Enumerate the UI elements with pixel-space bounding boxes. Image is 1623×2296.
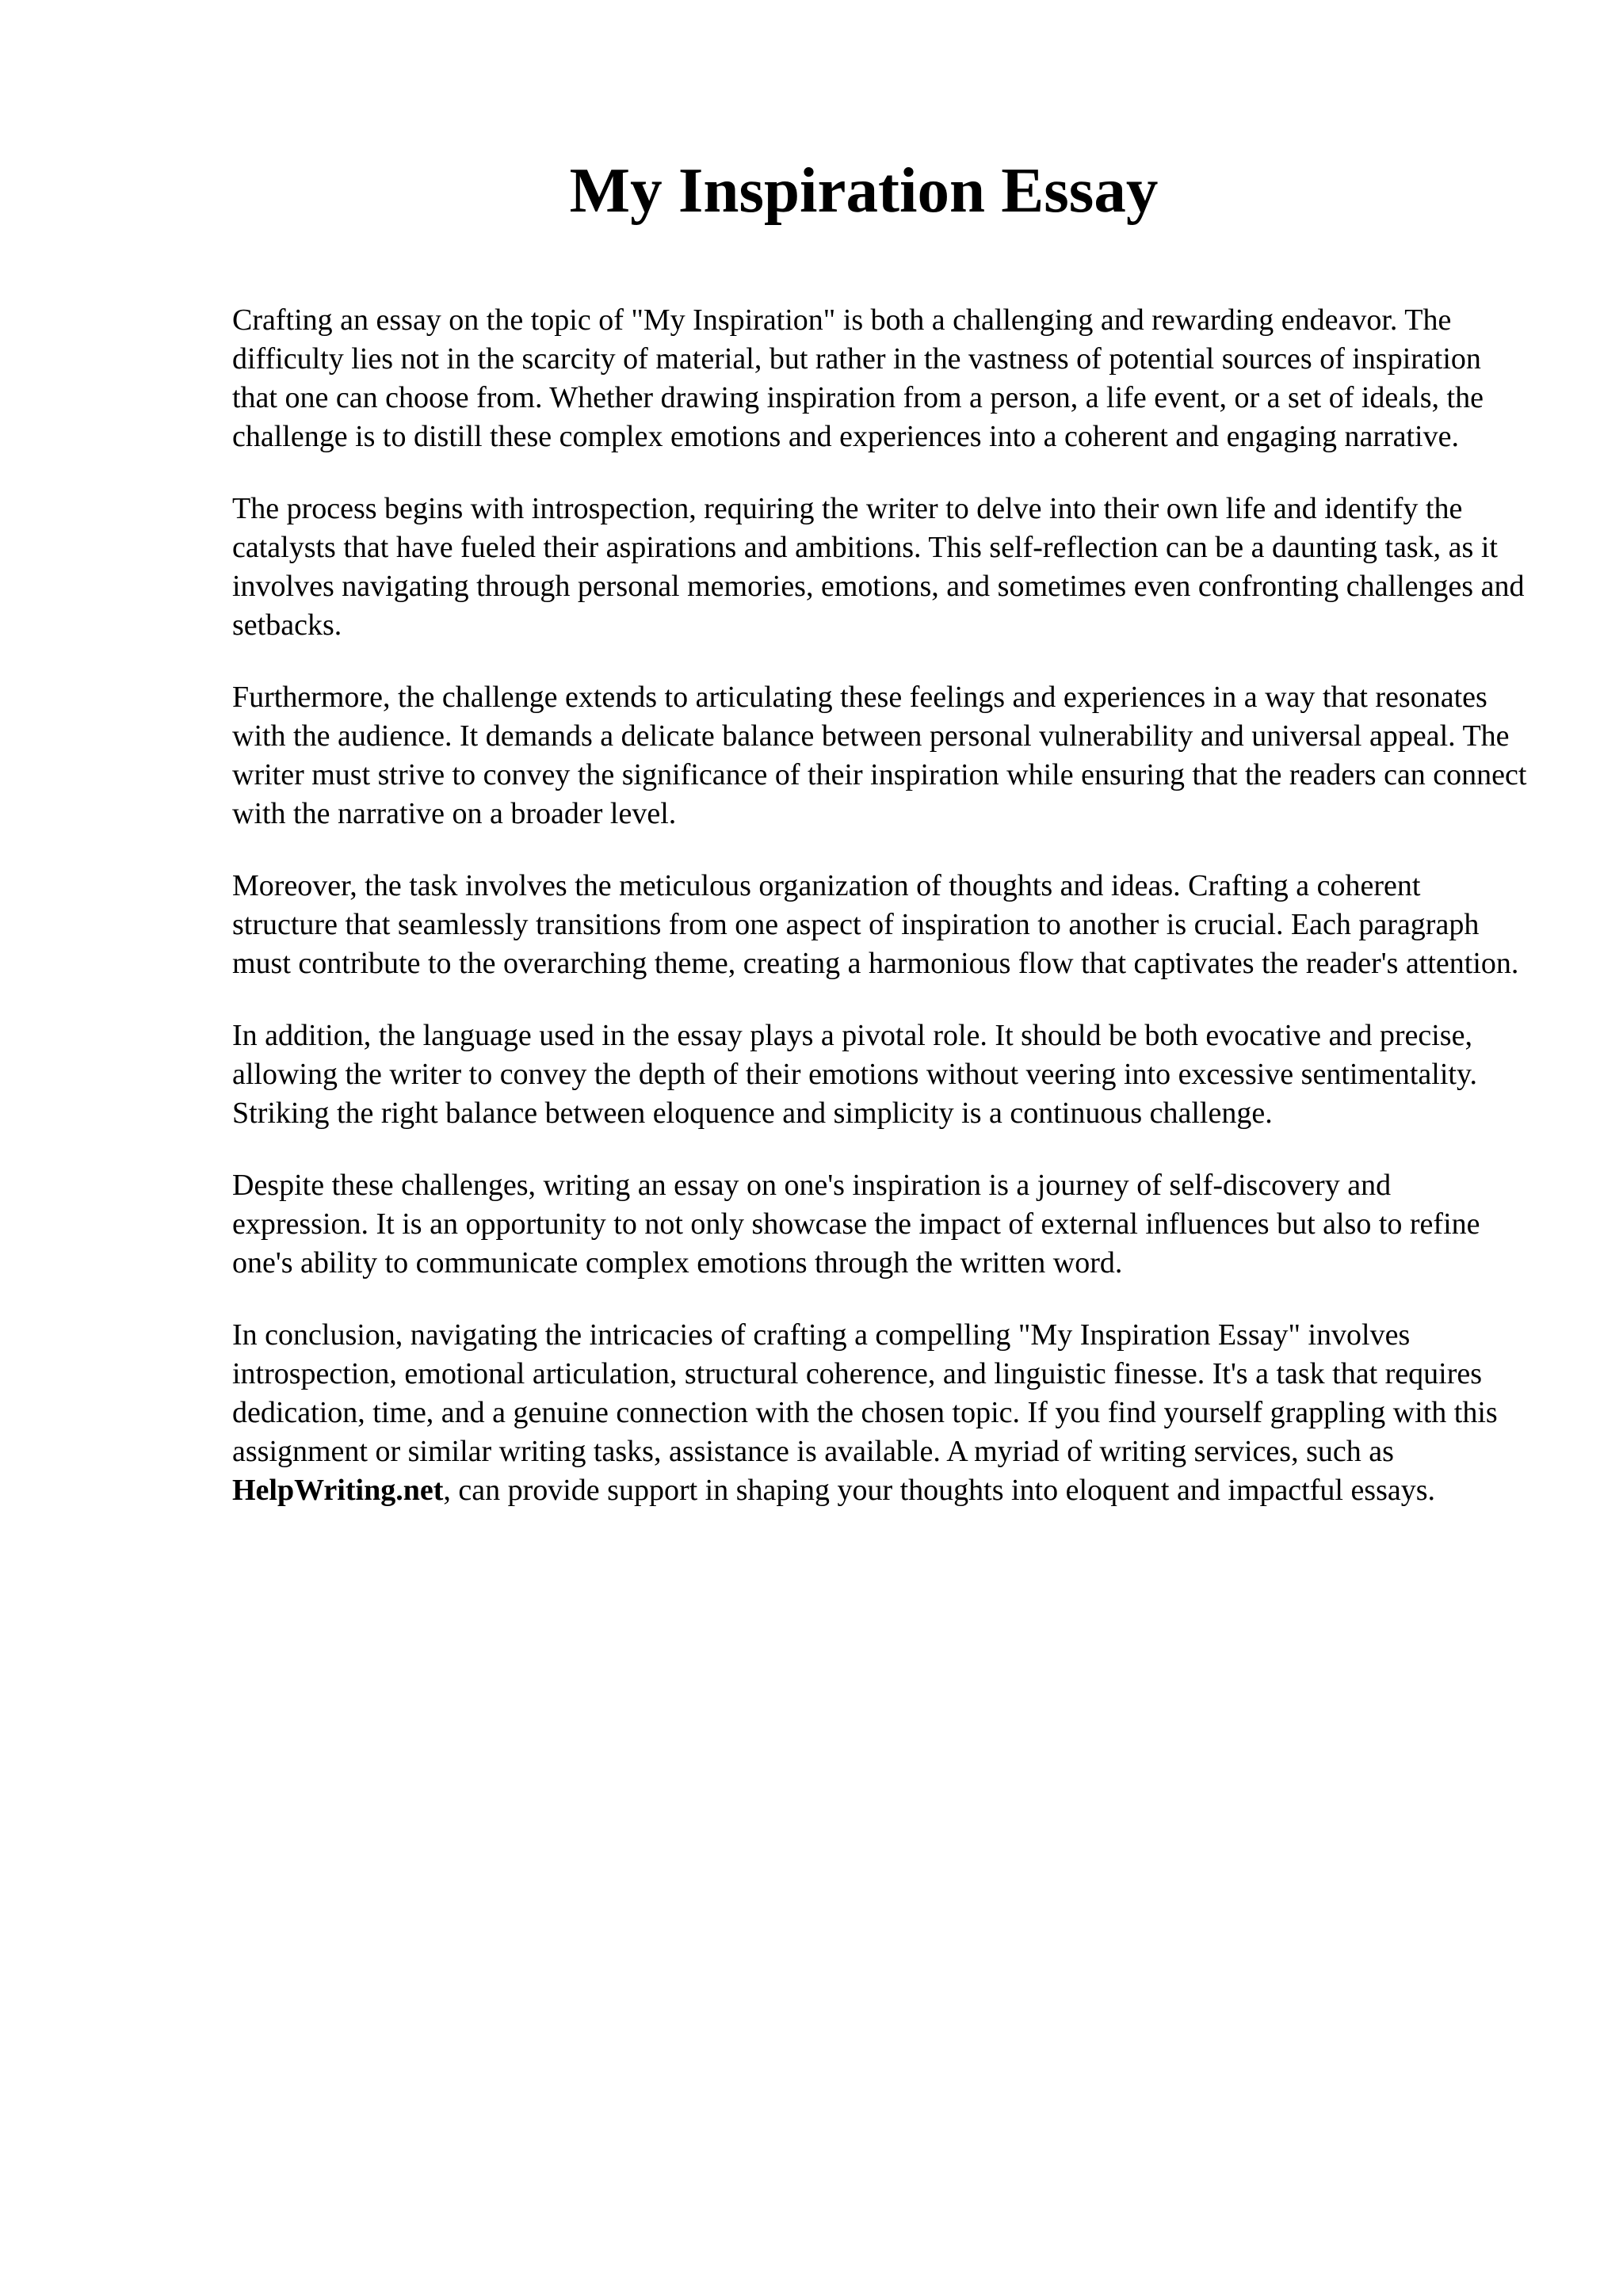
conclusion-text-after: , can provide support in shaping your thoughts into eloquent and impactful essays. xyxy=(443,1474,1436,1507)
conclusion-text-before: In conclusion, navigating the intricacies of crafting a compelling "My Inspiration Essay" involves introspection, emotional articulation, structural coherence, and linguistic finesse. It's a task that requires dedication, time, and a genuine connection with the chosen topic. If you find yourself grappling with this assignment or similar writing tasks, assistance is available. A myriad of writing services, such as xyxy=(232,1318,1498,1468)
paragraph-1: Crafting an essay on the topic of "My Inspiration" is both a challenging and rewarding endeavor. The difficulty lies not in the scarcity of material, but rather in the vastness of potential sources of inspiration that one can choose from. Whether drawing inspiration from a person, a life event, or a set of ideals, the challenge is to distill these complex emotions and experiences into a coherent and engaging narrative. xyxy=(232,303,1484,453)
document-title: My Inspiration Essay xyxy=(569,154,1159,226)
paragraph-2: The process begins with introspection, requiring the writer to delve into their own life and identify the catalysts that have fueled their aspirations and ambitions. This self-reflection can be a daunting task, as it involves navigating through personal memories, emotions, and sometimes even confronting challenges and setbacks. xyxy=(232,492,1525,642)
paragraph-3: Furthermore, the challenge extends to articulating these feelings and experiences in a way that resonates with the audience. It demands a delicate balance between personal vulnerability and universal appeal. The writer must strive to convey the significance of their inspiration while ensuring that the readers can connect with the narrative on a broader level. xyxy=(232,681,1527,830)
paragraph-6: Despite these challenges, writing an essay on one's inspiration is a journey of self-discovery and expression. It is an opportunity to not only showcase the impact of external influences but also to refine one's ability to communicate complex emotions through the written word. xyxy=(232,1169,1480,1280)
paragraph-4: Moreover, the task involves the meticulous organization of thoughts and ideas. Crafting a coherent structure that seamlessly transitions from one aspect of inspiration to another is crucial. Each paragraph must contribute to the overarching theme, creating a harmonious flow that captivates the reader's attention. xyxy=(232,869,1519,980)
document-body xyxy=(232,301,1532,1510)
paragraph-5: In addition, the language used in the essay plays a pivotal role. It should be both evocative and precise, allowing the writer to convey the depth of their emotions without veering into excessive sentimentality. Striking the right balance between eloquence and simplicity is a continuous challenge. xyxy=(232,1019,1477,1130)
paragraph-conclusion xyxy=(232,1316,1532,1510)
helpwriting-link[interactable]: HelpWriting.net xyxy=(232,1474,444,1507)
